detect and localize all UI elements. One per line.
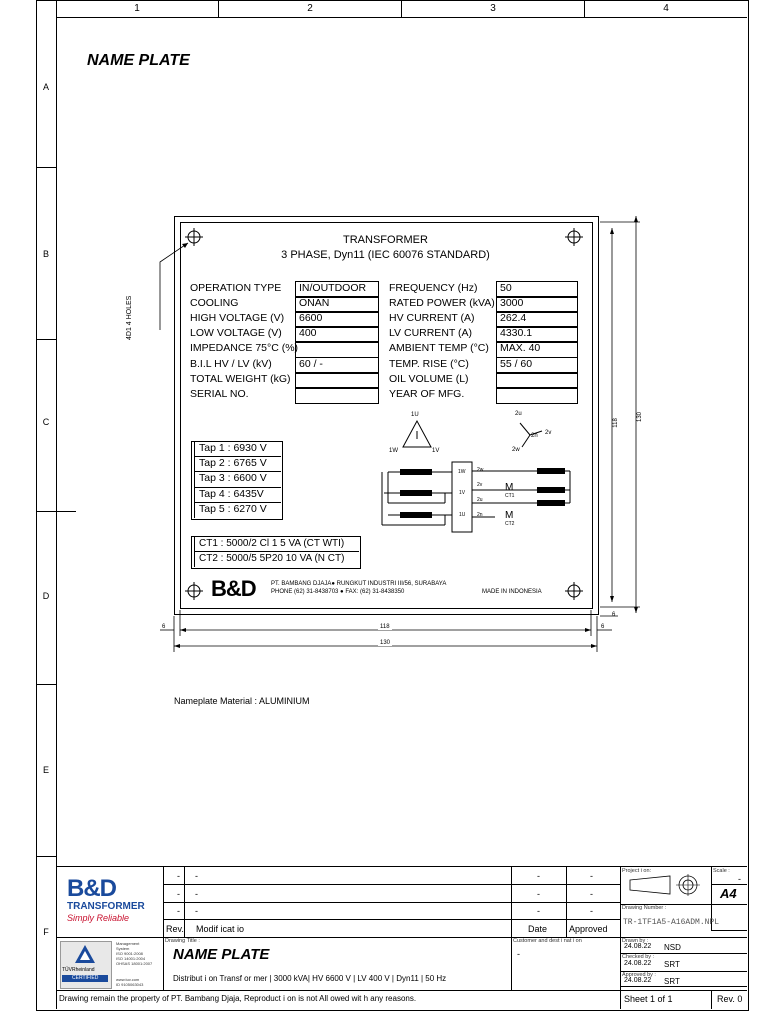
terminal-2v: 2v	[477, 482, 483, 488]
rev-cell: -	[177, 871, 180, 881]
spec-value-box	[295, 341, 379, 358]
ct1-m: M	[505, 482, 514, 493]
ct2-label: CT2	[505, 521, 515, 527]
approved-cell: -	[590, 906, 593, 916]
tuv-logo-icon	[73, 943, 97, 965]
row-letter: A	[42, 82, 49, 92]
checked-by-label: Checked by :	[622, 954, 655, 960]
spec-value-box: ONAN	[295, 296, 379, 313]
tuv-certified-text: CERTIFIED	[72, 975, 99, 981]
dim-6-right: 6	[601, 624, 605, 630]
nameplate-logo: B&D	[211, 576, 256, 601]
spec-label: LV CURRENT (A)	[389, 327, 473, 339]
mod-header: Modif icat io	[196, 924, 245, 934]
property-note: Drawing remain the property of PT. Bambang Djaja, Reproduct i on is not All owed wit h any reasons.	[59, 994, 417, 1003]
spec-label: IMPEDANCE 75°C (%)	[190, 342, 299, 354]
spec-label: COOLING	[190, 297, 239, 309]
row-letter: D	[42, 591, 50, 601]
page-title: NAME PLATE	[87, 52, 190, 69]
terminal-1w: 1W	[458, 469, 466, 475]
tap-row: Tap 5 : 6270 V	[199, 503, 267, 515]
spec-label: TEMP. RISE (°C)	[389, 358, 469, 370]
tuv-id: ID 9105063043	[116, 982, 144, 987]
spec-label: RATED POWER (kVA)	[389, 297, 495, 309]
spec-value-box: 400	[295, 326, 379, 343]
dim-118-vertical: 118	[612, 418, 619, 428]
company-phone: PHONE (62) 31-8438703 ● FAX: (62) 31-8438350	[271, 589, 405, 595]
terminal-1v: 1V	[459, 490, 466, 496]
checked-by-name: SRT	[664, 960, 680, 969]
row-letter: B	[42, 249, 49, 259]
spec-value-box: 50	[496, 281, 578, 298]
scale-label: Scale :	[713, 868, 730, 874]
cert-line: Management	[116, 941, 140, 946]
cert-line: OHSAS 18001:2007	[116, 961, 153, 966]
paper-size: A4	[720, 886, 737, 901]
spec-label: FREQUENCY (Hz)	[389, 282, 478, 294]
material-note: Nameplate Material : ALUMINIUM	[174, 696, 310, 706]
made-in-label: MADE IN INDONESIA	[482, 589, 542, 595]
dim-130-horizontal: 130	[380, 640, 391, 646]
ct1-label: CT1	[505, 493, 515, 499]
mod-cell: -	[195, 889, 198, 899]
spec-value-box: 55 / 60	[496, 357, 578, 374]
column-number: 1	[134, 3, 140, 14]
approved-by-name: SRT	[664, 977, 680, 986]
spec-label: HV CURRENT (A)	[389, 312, 475, 324]
ct-row: CT2 : 5000/5 5P20 10 VA (N CT)	[199, 553, 345, 564]
spec-label: LOW VOLTAGE (V)	[190, 327, 282, 339]
wiring-label-1v: 1V	[432, 448, 440, 454]
row-letter: E	[42, 765, 49, 775]
column-number: 2	[307, 3, 313, 14]
brand-subtitle: TRANSFORMER	[67, 901, 145, 912]
dim-6-right-vertical: 6	[612, 612, 616, 618]
date-header: Date	[528, 924, 548, 934]
mod-cell: -	[195, 906, 198, 916]
wiring-label-2n: 2n	[531, 433, 538, 439]
drawn-by-label: Drawn by :	[622, 938, 649, 944]
rev-cell: -	[177, 889, 180, 899]
terminal-1u: 1U	[459, 512, 466, 518]
drawing-number-label: Drawing Number :	[622, 905, 667, 911]
drawing-number: TR-1TF1A5-A16ADM.NPL	[623, 918, 720, 927]
ct2-m: M	[505, 510, 514, 521]
sheet-number: Sheet 1 of 1	[624, 994, 673, 1004]
spec-label: HIGH VOLTAGE (V)	[190, 312, 285, 324]
column-number: 4	[663, 3, 669, 14]
approved-by-label: Approved by :	[622, 972, 656, 978]
tuv-name: TÜVRheinland	[62, 967, 95, 973]
spec-label: B.I.L HV / LV (kV)	[190, 358, 272, 370]
approved-cell: -	[590, 889, 593, 899]
spec-value-box: 6600	[295, 311, 379, 328]
drawing-title: NAME PLATE	[173, 946, 270, 963]
spec-label: OPERATION TYPE	[190, 282, 282, 294]
date-cell: -	[537, 871, 540, 881]
spec-value-box: IN/OUTDOOR	[295, 281, 379, 298]
customer-label: Customer and dest i nat i on	[513, 938, 582, 944]
revision-number: Rev. 0	[717, 994, 743, 1004]
column-number: 3	[490, 3, 496, 14]
spec-value-box: 262.4	[496, 311, 578, 328]
dim-118-horizontal: 118	[380, 624, 390, 630]
row-letter: F	[43, 927, 49, 937]
wiring-label-2w: 2w	[512, 447, 520, 453]
tuv-web: www.tuv.com	[116, 977, 140, 982]
cert-line: ISO 14001:2004	[116, 956, 146, 961]
tap-row: Tap 2 : 6765 V	[199, 457, 267, 469]
terminal-2u: 2u	[477, 497, 483, 503]
approved-header: Approved	[569, 924, 608, 934]
wiring-label-2v: 2v	[545, 430, 552, 436]
drawn-by-date: 24.08.22	[624, 943, 652, 950]
drawing-description: Distribut i on Transf or mer | 3000 kVA| HV 6600 V | LV 400 V | Dyn11 | 50 Hz	[173, 974, 447, 983]
date-cell: -	[537, 906, 540, 916]
tap-row: Tap 1 : 6930 V	[199, 442, 267, 454]
approved-by-date: 24.08.22	[624, 977, 652, 984]
spec-value-box: 4330.1	[496, 326, 578, 343]
dim-130-vertical: 130	[637, 411, 644, 423]
rev-cell: -	[177, 906, 180, 916]
project-label: Project i on:	[622, 868, 652, 874]
nameplate-header1: TRANSFORMER	[343, 234, 428, 246]
spec-value-box: 60 / -	[295, 357, 379, 374]
tap-row: Tap 4 : 6435V	[199, 488, 264, 500]
approved-cell: -	[590, 871, 593, 881]
spec-label: YEAR OF MFG.	[389, 388, 465, 400]
wiring-label-1w: 1W	[389, 448, 398, 454]
brand-slogan: Simply Reliable	[67, 913, 130, 923]
spec-label: OIL VOLUME (L)	[389, 373, 469, 385]
scale-value: -	[738, 874, 741, 884]
spec-value-box: 3000	[496, 296, 578, 313]
date-cell: -	[537, 889, 540, 899]
cert-line: ISO 9001:2008	[116, 951, 143, 956]
wiring-label-2u: 2u	[515, 411, 522, 417]
holes-label: 4D1 4 HOLES	[126, 295, 133, 340]
drawing-title-label: Drawing Title :	[165, 938, 200, 944]
dim-6-left: 6	[162, 624, 166, 630]
brand-logo: B&D	[67, 875, 116, 902]
customer-value: -	[517, 949, 520, 959]
spec-label: AMBIENT TEMP (°C)	[389, 342, 489, 354]
wiring-diagram	[370, 405, 580, 535]
cert-line: System	[116, 946, 130, 951]
tap-row: Tap 3 : 6600 V	[199, 472, 267, 484]
company-address: PT. BAMBANG DJAJA● RUNGKUT INDUSTRI III/56, SURABAYA	[271, 581, 447, 587]
projection-symbol-icon	[628, 874, 703, 896]
nameplate-header2: 3 PHASE, Dyn11 (IEC 60076 STANDARD)	[281, 249, 490, 261]
spec-value-box: MAX. 40	[496, 341, 578, 358]
mod-cell: -	[195, 871, 198, 881]
spec-label: TOTAL WEIGHT (kG)	[190, 373, 291, 385]
terminal-2n: 2n	[477, 512, 483, 518]
terminal-2w: 2w	[477, 467, 484, 473]
drawn-by-name: NSD	[664, 943, 681, 952]
ct-row: CT1 : 5000/2 Cl 1 5 VA (CT WTI)	[199, 538, 345, 549]
checked-by-date: 24.08.22	[624, 960, 652, 967]
spec-label: SERIAL NO.	[190, 388, 249, 400]
row-letter: C	[42, 417, 50, 427]
spec-value-box	[496, 387, 578, 404]
rev-header: Rev.	[166, 924, 184, 934]
wiring-label-1u: 1U	[411, 412, 419, 418]
spec-value-box	[295, 387, 379, 404]
